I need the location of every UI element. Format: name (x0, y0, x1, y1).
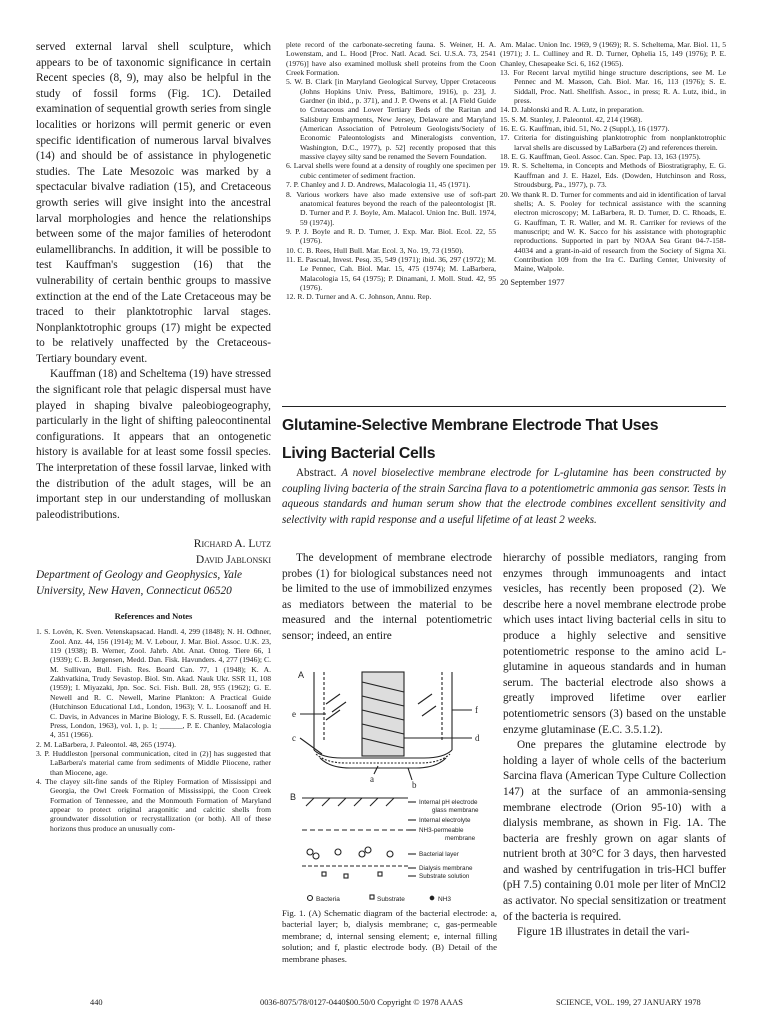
fig-label-a: a (370, 774, 374, 784)
reference-item: 8. Various workers have also made extensive use of soft-part anatomical features beyond the reach of the paleontologist [R. D. Turner and P. J. Boyle, Am. Malacol. Union Inc. Bull. 1974, 59 (1974)]. (286, 189, 496, 227)
abstract-text: A novel bioselective membrane electrode for L-glutamine has been constructed by coupling living bacteria of the strain Sarcina flava to a potentiometric ammonia gas sensor. Tests in aqueous standards and human serum show that the electrode combines excellent sensitivity and selectivity with rapid response and a useful lifetime of at least 2 weeks. (282, 467, 726, 526)
right-body (503, 551, 726, 991)
reference-item: 10. C. B. Rees, Hull Bull. Mar. Ecol. 3, No. 19, 73 (1950). (286, 245, 464, 255)
middle-references (286, 40, 496, 400)
reference-item: plete record of the carbonate-secreting fauna. S. Weiner, H. A. Lowenstam, and L. Hood [Proc. Natl. Acad. Sci. U.S.A. 73, 2541 (1976)] have also examined mollusk shell proteins from the Coon Creek Formation. (286, 40, 496, 78)
reference-item: 2. M. LaBarbera, J. Paleontol. 48, 265 (1974). (36, 739, 177, 749)
author-1: Richard A. Lutz (193, 538, 271, 551)
journal-issue: SCIENCE, VOL. 199, 27 JANUARY 1978 (556, 998, 701, 1007)
abstract (282, 466, 726, 546)
reference-item: 19. R. S. Scheltema, in Concepts and Methods of Biostratigraphy, E. G. Kauffman and J. E. Hazel, Eds. (Dowden, Hutchinson and Ross, Stroudsburg, Pa., 1977), p. 73. (500, 161, 726, 190)
reference-item: 20. We thank R. D. Turner for comments and aid in identification of larval shells; A. S. Pooley for technical assistance with the scanning electron microscopy; M. LaBarbera, R. D. Turner, D. C. Rhoads, E. G. Kauffman, T. R. Waller, and M. R. Carriker for reviews of the manuscript; and W. K. Sacco for his assistance with photographic reproductions. Supported in part by NOAA Sea Grant 04-7-158-44034 and a grant-in-aid of research from the Society of Sigma Xi. Contribution 109 from the Ira C. Darling Center, University of Maine, Walpole. (500, 189, 726, 274)
left-paragraph-1: served external larval shell sculpture, which appears to be of taxonomic significance in certain Recent species (8, 9), may also be helpful in the study of fossil forms (Fig. 1C). Detailed examination of sequential growth series from single localities or horizons will permit generic or even specific identification of numerous larval bivalves (14) and should be of assistance in phylogenetic studies. The Late Mesozoic was marked by a spectacular bivalve radiation (15), and Cretaceous growth series will give insight into the ancestral larval morphologies and hence the relationships between some of the major families of heterodont eulamellibranchs. In addition, it will be possible to test Kauffman's suggestion (16) that the vulnerability of certain benthic groups to massive extinction at the end of the Late Cretaceous may be traced to their planktotrophic larval stages. Nonplanktotrophic groups (17) might be expected to be relatively unaffected by the Cretaceous-Tertiary boundary event. (36, 41, 271, 365)
received-date: 20 September 1977 (500, 277, 565, 287)
left-column (36, 40, 271, 990)
reference-item: 18. E. G. Kauffman, Geol. Assoc. Can. Spec. Pap. 13, 163 (1975). (500, 152, 701, 162)
title-line-2: Living Bacterial Cells (282, 445, 436, 462)
article-title (282, 412, 726, 472)
reference-item: 11. E. Pascual, Invest. Pesq. 35, 549 (1971); ibid. 36, 297 (1972); M. Le Pennec, Cah. Biol. Mar. 15, 475 (1974); M. LaBarbera, Malacologia 15, 64 (1975); P. Dinamani, J. Moll. Stud. 42, 95 (1976). (286, 254, 496, 292)
legend-glass-membrane: glass membrane (432, 807, 479, 814)
legend-membrane: membrane (445, 835, 476, 842)
reference-item: 9. P. J. Boyle and R. D. Turner, J. Exp. Mar. Biol. Ecol. 22, 55 (1976). (286, 226, 496, 246)
legend-internal-ph: Internal pH electrode (419, 799, 478, 806)
reference-item: 4. The clayey silt-fine sands of the Ripley Formation of Mississippi and Georgia, the Owl Creek Formation of Mississippi, the Coon Creek Formation of Tennessee, and the Monmouth Formation of Maryland appear to protect original aragonitic and calcitic shells from groundwater dissolution or recrystallization (or both). All of these horizons thus produce an unusually com- (36, 776, 271, 833)
left-references (36, 627, 271, 833)
fig-label-b: b (412, 780, 417, 790)
legend-nh3-permeable: NH3-permeable (419, 827, 464, 834)
author-2: David Jablonski (195, 553, 271, 566)
reference-item: 15. S. M. Stanley, J. Paleontol. 42, 214 (1968). (500, 114, 643, 124)
fig-label-d: d (475, 733, 480, 743)
issn-copyright: 0036-8075/78/0127-0440$00.50/0 Copyright © 1978 AAAS (260, 998, 463, 1007)
right-references (500, 40, 726, 400)
legend-dialysis: Dialysis membrane (419, 865, 473, 872)
section-rule (282, 406, 726, 407)
fig-label-B: B (290, 792, 297, 802)
legend-internal-electrolyte: Internal electrolyte (419, 817, 471, 824)
legend-substrate-solution: Substrate solution (419, 873, 470, 880)
references-heading: References and Notes (114, 611, 193, 622)
fig-label-e: e (292, 709, 296, 719)
fig-label-A: A (298, 670, 305, 680)
reference-item: 7. P. Chanley and J. D. Andrews, Malacologia 11, 45 (1971). (286, 180, 471, 190)
electrode-diagram (282, 662, 497, 904)
key-substrate: Substrate (377, 896, 405, 903)
reference-item: 13. For Recent larval mytilid hinge structure descriptions, see M. Le Pennec and M. Masson, Cah. Biol. Mar. 16, 113 (1976); S. E. Siddall, Proc. Natl. Shellfish. Assoc., in press; R. A. Lutz, ibid., in press. (500, 68, 726, 106)
reference-item: 16. E. G. Kauffman, ibid. 51, No. 2 (Suppl.), 16 (1977). (500, 124, 670, 134)
fig-label-f: f (475, 705, 478, 715)
intro-paragraph: The development of membrane electrode probes (1) for biological substances need not be limited to the use of immobilized enzymes as mediators between the material to be measured and the internal potentiometric sensor; indeed, an entire (282, 552, 492, 642)
key-bacteria: Bacteria (316, 896, 340, 903)
key-nh3: NH3 (438, 896, 452, 903)
middle-body (282, 551, 492, 661)
fig-label-c: c (292, 733, 296, 743)
reference-item: 17. Criteria for distinguishing planktotrophic from nonplanktotrophic larval shells are discussed by LaBarbera (2) and references therein. (500, 133, 726, 152)
left-paragraph-2: Kauffman (18) and Scheltema (19) have stressed the significant role that pelagic dispersal must have played in shaping bivalve paleobiogeography, particularly in the light of shifting paleocontinental configurations. It appears that an ontogenetic history is available for at least some fossil species. The interpretation of these fossil larvae, linked with the distribution of the adult stages, will be an important step in our understanding of molluskan paleodistributions. (36, 368, 271, 521)
reference-item: Am. Malac. Union Inc. 1969, 9 (1969); R. S. Scheltema, Mar. Biol. 11, 5 (1971); J. L. Culliney and R. D. Turner, Ophelia 15, 149 (1976); P. E. Chanley, Chesapeake Sci. 6, 162 (1965). (500, 40, 726, 68)
right-paragraph-2: One prepares the glutamine electrode by holding a layer of whole cells of the bacterium Sarcina flava (American Type Culture Collection 147) at the surface of an ammonia-sensing membrane electrode (Orion 95-10) with a dialysis membrane, as shown in Fig. 1A. The bacteria are freshly grown on agar slants of nutrient broth at 30°C for 3 days, then harvested and washed by centrifugation in tris-HCl buffer (pH 7.5) containing 0.01 mole per liter of MnCl2 as activator. No special sensitization or treatment of the bacteria is required. (503, 739, 726, 923)
figure-caption: Fig. 1. (A) Schematic diagram of the bacterial electrode: a, bacterial layer; b, dialysis membrane; c, gas-permeable membrane; d, internal sensing element; e, internal filling solution; and f, plastic electrode body. (B) Detail of the membrane phases. (282, 908, 497, 964)
reference-item: 1. S. Lovén, K. Sven. Vetenskapsacad. Handl. 4, 299 (1848); N. H. Odhner, Zool. Anz. 44, 156 (1914); M. V. Lebour, J. Mar. Biol. Assoc. U.K. 23, 119 (1938); B. Werner, Zool. Jahrb. Abt. Anat. Ontog. Tiere 66, 1 (1939); C. B. Jørgensen, Medd. Dan. Fisk. Havunders. 4, 277 (1946); C. M. Sullivan, Bull. Fish. Res. Board Can. 77, 1 (1948); K. A. Zakhvatkina, Trudy Sevastop. Biol. Stn. Akad. Nauk Ukr. SSR 11, 108 (1959); I. Miyazaki, Jpn. Soc. Sci. Fish. Bull. 28, 955 (1962); G. E. Newell and R. C. Newell, Marine Plankton: A Practical Guide (Hutchinson Educational Ltd., London, 1963); V. L. Loosanoff and H. C. Davis, in Advances in Marine Biology, F. S. Russell, Ed. (Academic Press, London, 1963), vol. 1, p. 1; ______, P. E. Chanley, Malacologia 4, 351 (1966). (36, 627, 271, 740)
right-paragraph-1: hierarchy of possible mediators, ranging from enzymes through immunoagents and intact vesicles, has recently been proposed (2). We describe here a novel membrane electrode probe which uses intact living bacterial cells in situ to produce a highly selective and sensitive potentiometric response to the amino acid L-glutamine in aqueous standards and in human serum. The bacterial electrode also shows a greatly improved lifetime over earlier potentiometric sensors (3) based on the unstable enzyme glutaminase (E.C. 3.5.1.2). (503, 552, 726, 736)
right-paragraph-3: Figure 1B illustrates in detail the vari- (517, 926, 690, 939)
reference-item: 6. Larval shells were found at a density of roughly one specimen per cubic centimeter of sediment fraction. (286, 161, 496, 180)
left-body (36, 40, 271, 523)
title-line-1: Glutamine-Selective Membrane Electrode That Uses (282, 417, 659, 434)
abstract-label: Abstract. (296, 467, 337, 479)
affiliation: Department of Geology and Geophysics, Yale University, New Haven, Connecticut 06520 (36, 569, 243, 597)
reference-item: 5. W. B. Clark [in Maryland Geological Survey, Upper Cretaceous (Johns Hopkins Univ. Press, Baltimore, 1916), p. 23], J. Gardner (in ibid., p. 371), and J. P. Owens et al. [A Field Guide to Cretaceous and Lower Tertiary Beds of the Raritan and Salisbury Embayments, New Jersey, Delaware and Maryland (American Association of Petroleum Geologists/Society of Economic Paleontologists and Mineralogists convention, Washington, D.C., 1977), p. 52] recently proposed that this massive clayey silty sand be renamed the Severn Foundation. (286, 77, 496, 162)
page-number: 440 (90, 998, 103, 1007)
reference-item: 3. P. Huddleston [personal communication, cited in (2)] has suggested that LaBarbera's material came from sediments of Middle Pliocene, rather than Miocene, age. (36, 748, 271, 777)
reference-item: 12. R. D. Turner and A. C. Johnson, Annu. Rep. (286, 292, 432, 302)
reference-item: 14. D. Jablonski and R. A. Lutz, in preparation. (500, 105, 644, 115)
figure-1 (282, 662, 497, 986)
legend-bacterial-layer: Bacterial layer (419, 851, 459, 858)
